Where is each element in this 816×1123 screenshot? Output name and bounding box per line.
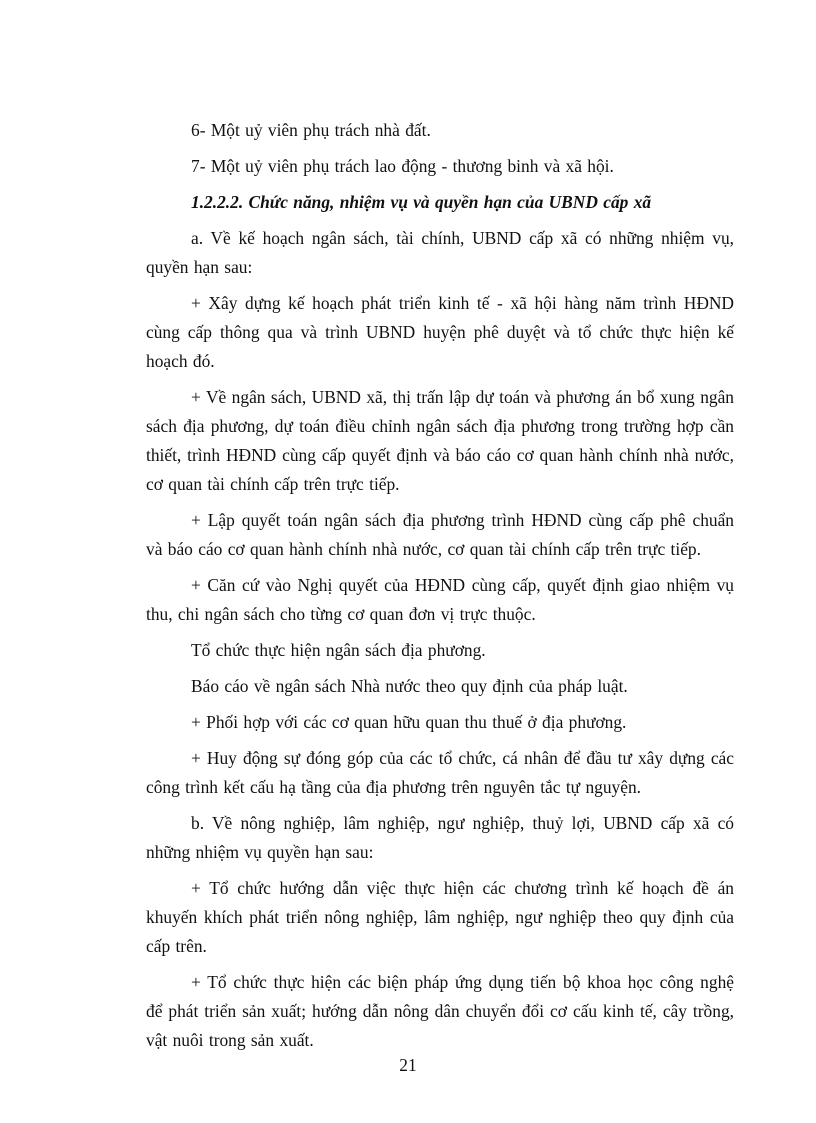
- paragraph-budget-settlement: + Lập quyết toán ngân sách địa phương trình HĐND cùng cấp phê chuẩn và báo cáo cơ quan hành chính nhà nước, cơ quan tài chính cấp trên trực tiếp.: [146, 510, 734, 559]
- page-body: [146, 116, 734, 1055]
- paragraph-agriculture-intro: b. Về nông nghiệp, lâm nghiệp, ngư nghiệp, thuỷ lợi, UBND cấp xã có những nhiệm vụ quyền hạn sau:: [146, 813, 734, 862]
- paragraph-contribution-mobilization: + Huy động sự đóng góp của các tổ chức, cá nhân để đầu tư xây dựng các công trình kết cấu hạ tầng của địa phương trên nguyên tắc tự nguyện.: [146, 748, 734, 797]
- paragraph-budget-execution: Tổ chức thực hiện ngân sách địa phương.: [191, 640, 486, 660]
- page-number: 21: [399, 1055, 417, 1075]
- list-item-land-commissioner: 6- Một uỷ viên phụ trách nhà đất.: [191, 120, 431, 140]
- section-heading: 1.2.2.2. Chức năng, nhiệm vụ và quyền hạn của UBND cấp xã: [191, 192, 652, 212]
- paragraph-revenue-assignment: + Căn cứ vào Nghị quyết của HĐND cùng cấp, quyết định giao nhiệm vụ thu, chi ngân sách cho từng cơ quan đơn vị trực thuộc.: [146, 575, 734, 624]
- paragraph-budget-report: Báo cáo về ngân sách Nhà nước theo quy định của pháp luật.: [191, 676, 628, 696]
- paragraph-technology-application: + Tổ chức thực hiện các biện pháp ứng dụng tiến bộ khoa học công nghệ để phát triển sản xuất; hướng dẫn nông dân chuyển đổi cơ cấu kinh tế, cây trồng, vật nuôi trong sản xuất.: [146, 972, 734, 1050]
- paragraph-budget-estimate: + Về ngân sách, UBND xã, thị trấn lập dự toán và phương án bổ xung ngân sách địa phương, dự toán điều chỉnh ngân sách địa phương trong trường hợp cần thiết, trình HĐND cùng cấp quyết định và báo cáo cơ quan hành chính nhà nước, cơ quan tài chính cấp trên trực tiếp.: [146, 387, 734, 494]
- paragraph-agriculture-programs: + Tổ chức hướng dẫn việc thực hiện các chương trình kế hoạch đề án khuyến khích phát triển nông nghiệp, lâm nghiệp, ngư nghiệp theo quy định của cấp trên.: [146, 878, 734, 956]
- paragraph-budget-intro: a. Về kế hoạch ngân sách, tài chính, UBND cấp xã có những nhiệm vụ, quyền hạn sau:: [146, 228, 734, 277]
- paragraph-tax-coordination: + Phối hợp với các cơ quan hữu quan thu thuế ở địa phương.: [191, 712, 627, 732]
- paragraph-economic-plan: + Xây dựng kế hoạch phát triển kinh tế - xã hội hàng năm trình HĐND cùng cấp thông qua và trình UBND huyện phê duyệt và tổ chức thực hiện kế hoạch đó.: [146, 293, 734, 371]
- list-item-labour-commissioner: 7- Một uỷ viên phụ trách lao động - thương binh và xã hội.: [191, 156, 614, 176]
